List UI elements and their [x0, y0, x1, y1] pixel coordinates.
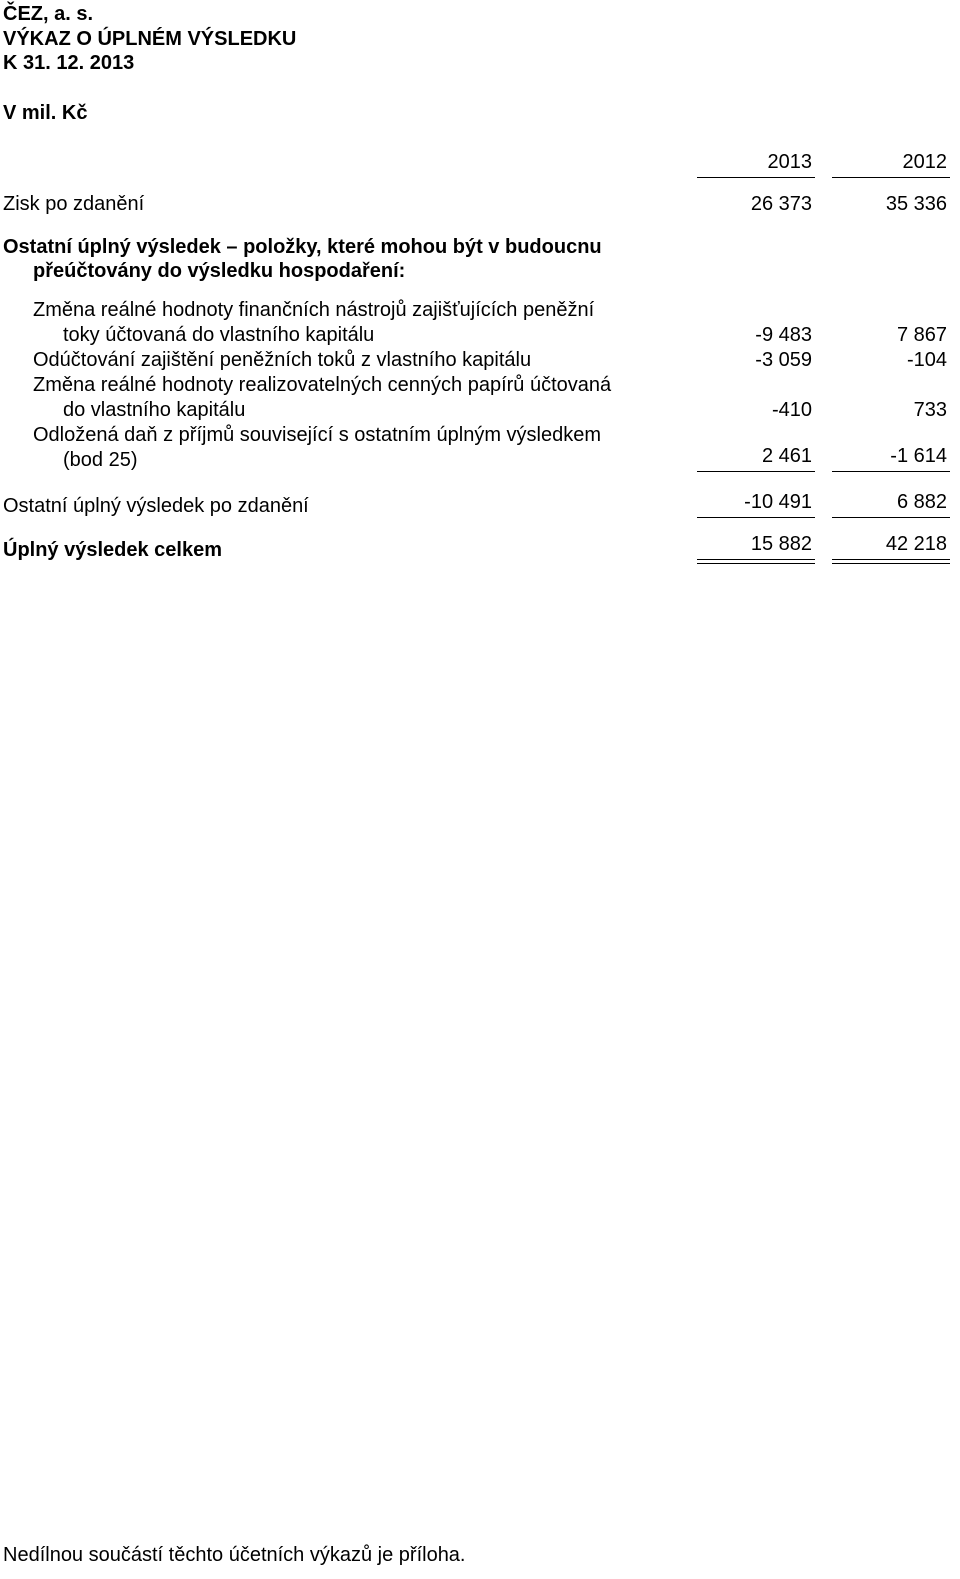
total-double-rule-top-2013: [697, 559, 815, 560]
company-name: ČEZ, a. s.: [3, 3, 94, 25]
value-hedge-reclass-2012: -104: [906, 349, 947, 371]
row-label-cash-flow-hedge-line1: Změna reálné hodnoty finančních nástrojů zajišťujících peněžní: [33, 299, 595, 321]
subtotal-rule-2013: [697, 471, 815, 472]
total-double-rule-top-2012: [832, 559, 950, 560]
statement-title: VÝKAZ O ÚPLNÉM VÝSLEDKU: [3, 28, 297, 50]
row-label-profit-after-tax: Zisk po zdanění: [3, 193, 145, 215]
total-double-rule-bottom-2013: [697, 563, 815, 564]
value-total-2013: 15 882: [750, 533, 812, 555]
value-cash-flow-hedge-2012: 7 867: [896, 324, 947, 346]
footer-note: Nedílnou součástí těchto účetních výkazů je příloha.: [3, 1544, 466, 1566]
value-afs-change-2013: -410: [771, 399, 812, 421]
row-label-hedge-reclass: Odúčtování zajištění peněžních toků z vlastního kapitálu: [33, 349, 532, 371]
oci-rule-2013: [697, 517, 815, 518]
header-rule-2012: [832, 177, 950, 178]
row-label-deferred-tax-line2: (bod 25): [63, 449, 138, 471]
row-label-deferred-tax-line1: Odložená daň z příjmů související s ostatním úplným výsledkem: [33, 424, 602, 446]
value-oci-after-tax-2012: 6 882: [896, 491, 947, 513]
row-label-total: Úplný výsledek celkem: [3, 539, 223, 561]
row-label-oci-after-tax: Ostatní úplný výsledek po zdanění: [3, 495, 309, 517]
value-profit-after-tax-2013: 26 373: [750, 193, 812, 215]
statement-date: K 31. 12. 2013: [3, 52, 135, 74]
oci-rule-2012: [832, 517, 950, 518]
value-oci-after-tax-2013: -10 491: [744, 491, 812, 513]
row-label-afs-change-line2: do vlastního kapitálu: [63, 399, 246, 421]
column-header-2012: 2012: [902, 151, 947, 173]
value-hedge-reclass-2013: -3 059: [755, 349, 812, 371]
value-deferred-tax-2012: -1 614: [890, 445, 947, 467]
total-double-rule-bottom-2012: [832, 563, 950, 564]
subtotal-rule-2012: [832, 471, 950, 472]
value-afs-change-2012: 733: [913, 399, 947, 421]
value-total-2012: 42 218: [885, 533, 947, 555]
value-cash-flow-hedge-2013: -9 483: [755, 324, 812, 346]
value-profit-after-tax-2012: 35 336: [885, 193, 947, 215]
row-label-afs-change-line1: Změna reálné hodnoty realizovatelných cenných papírů účtovaná: [33, 374, 612, 396]
column-header-2013: 2013: [767, 151, 812, 173]
currency-unit: V mil. Kč: [3, 102, 88, 124]
value-deferred-tax-2013: 2 461: [761, 445, 812, 467]
section-heading-line1: Ostatní úplný výsledek – položky, které mohou být v budoucnu: [3, 236, 602, 258]
header-rule-2013: [697, 177, 815, 178]
row-label-cash-flow-hedge-line2: toky účtovaná do vlastního kapitálu: [63, 324, 375, 346]
section-heading-line2: přeúčtovány do výsledku hospodaření:: [33, 260, 406, 282]
